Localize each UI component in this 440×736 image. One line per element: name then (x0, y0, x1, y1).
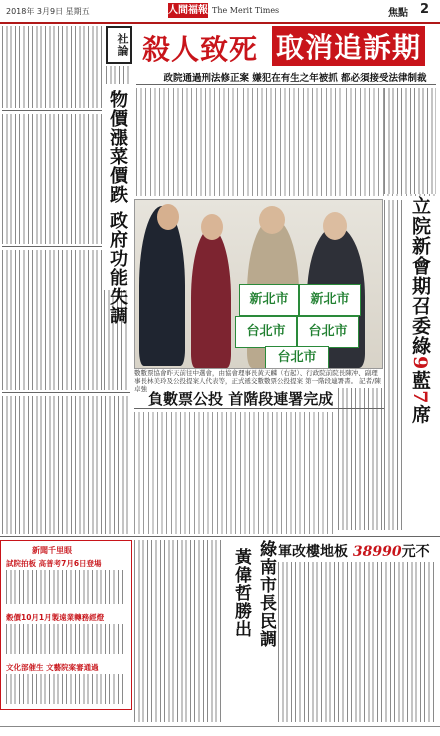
editorial-body-3 (2, 250, 102, 390)
second-story-headline: 負數票公投 首階段連署完成 (148, 390, 334, 408)
right-headline-d: 席 (409, 404, 431, 425)
news-brief-text (6, 674, 126, 704)
column-rule (2, 246, 102, 247)
editorial-body-1 (2, 26, 102, 108)
person-face (157, 204, 179, 230)
right-headline-num2: 7 (409, 390, 431, 405)
main-subheadline: 政院通過刑法修正案 嫌犯在有生之年被抓 都必須接受法律制裁 (163, 73, 427, 84)
lower-story-body-1 (134, 540, 224, 722)
news-brief-item: 文化部催生 文藝院案審通過 (6, 663, 99, 672)
editorial-title: 物價漲菜價跌 政府功能失調 (107, 90, 128, 326)
person-figure (191, 228, 231, 368)
right-story-body-2 (338, 388, 382, 530)
news-brief-text (6, 570, 126, 604)
editorial-body-4 (2, 396, 130, 534)
section-rule (0, 536, 440, 537)
petition-box: 台北市 (265, 346, 329, 369)
news-brief-item: 穀價10月1月製遠業轉務經燈 (6, 613, 105, 622)
right-story-headline (407, 196, 434, 446)
second-story-body (134, 412, 334, 534)
petition-box: 台北市 (297, 316, 359, 348)
main-body-2 (243, 88, 343, 196)
right-headline-a: 立院新會期召委 (409, 196, 431, 336)
newspaper-logo-en: The Merit Times (212, 6, 280, 15)
person-face (201, 214, 223, 240)
column-rule (2, 392, 130, 393)
right-headline-num1: 9 (409, 356, 431, 371)
main-body-1 (136, 88, 240, 196)
right-headline-c: 藍 (409, 370, 431, 391)
news-brief-item: 試院拍板 高普考7月6日登場 (6, 559, 102, 568)
lower-headline-price: 38990 (352, 544, 402, 560)
editorial-body-2 (2, 114, 102, 244)
editorial-byline (106, 66, 130, 84)
issue-date: 2018年 3月9日 星期五 (6, 7, 90, 16)
lower-headline-d: 黃偉哲勝出 (231, 548, 251, 638)
column-rule (2, 110, 102, 111)
headline-rule (136, 84, 436, 85)
page-number: 2 (420, 2, 430, 17)
person-face (259, 206, 285, 234)
right-headline-b: 綠 (409, 336, 431, 356)
main-headline-b: 取消追訴期 (272, 26, 425, 66)
photo-caption: 數數票協會昨天前往中選會，由協會理事長黃天麟（右起）、行政院前院長陳冲、副理事長林美玲及公投提案人代表等，正式遞交數數票公投提案 第一階段連署書。 記者/陳卓強 (134, 369, 381, 393)
story-rule (134, 408, 384, 409)
petition-box: 新北市 (299, 284, 361, 316)
lower-headline-b: 元不 (401, 544, 430, 560)
news-brief-text (6, 624, 126, 654)
person-figure (139, 206, 185, 366)
news-photo (134, 199, 383, 369)
person-face (323, 212, 347, 240)
lower-headline-c: 綠南市長民調 (256, 540, 276, 648)
newspaper-logo: 人間福報 (168, 5, 208, 16)
lower-story-body-2 (278, 562, 436, 722)
petition-box: 新北市 (239, 284, 299, 316)
right-story-body-top (384, 88, 436, 194)
right-story-body (384, 200, 404, 530)
main-headline-a: 殺人致死 (142, 33, 259, 66)
lower-headline-a: 軍改樓地板 (278, 544, 348, 560)
petition-box: 台北市 (235, 316, 297, 348)
section-name: 焦點 (388, 8, 408, 19)
news-brief-title: 新聞千里眼 (32, 546, 72, 555)
editorial-label: 社論 (106, 26, 132, 64)
